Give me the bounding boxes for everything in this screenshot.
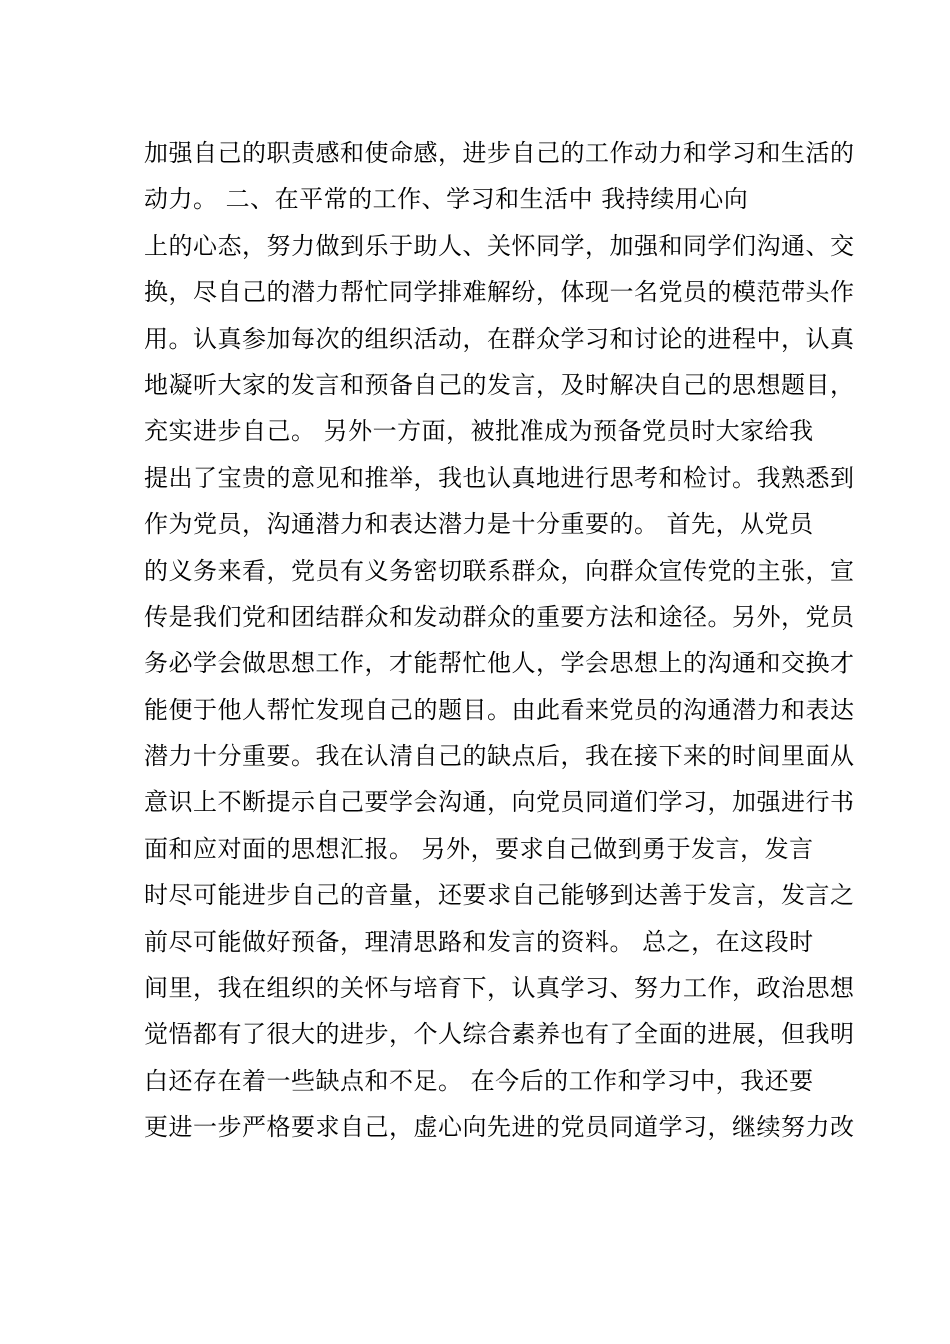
text-line: 觉悟都有了很大的进步，个人综合素养也有了全面的进展，但我明	[144, 1020, 855, 1049]
text-line: 的义务来看，党员有义务密切联系群众，向群众宣传党的主张，宣	[144, 556, 855, 585]
text-line: 能便于他人帮忙发现自己的题目。由此看来党员的沟通潜力和表达	[144, 695, 855, 724]
text-line: 动力。 二、在平常的工作、学习和生活中 我持续用心向	[144, 185, 749, 214]
text-line: 换，尽自己的潜力帮忙同学排难解纷，体现一名党员的模范带头作	[144, 278, 855, 307]
text-line: 意识上不断提示自己要学会沟通，向党员同道们学习，加强进行书	[144, 788, 855, 817]
text-line: 时尽可能进步自己的音量，还要求自己能够到达善于发言，发言之	[144, 881, 855, 910]
text-line: 上的心态，努力做到乐于助人、关怀同学，加强和同学们沟通、交	[144, 231, 855, 260]
text-line: 潜力十分重要。我在认清自己的缺点后，我在接下来的时间里面从	[144, 742, 855, 771]
text-line: 提出了宝贵的意见和推举，我也认真地进行思考和检讨。我熟悉到	[144, 463, 855, 492]
text-line: 充实进步自己。 另外一方面，被批准成为预备党员时大家给我	[144, 417, 814, 446]
text-line: 白还存在着一些缺点和不足。 在今后的工作和学习中，我还要	[144, 1066, 814, 1095]
text-line: 前尽可能做好预备，理清思路和发言的资料。 总之，在这段时	[144, 927, 814, 956]
text-line: 间里，我在组织的关怀与培育下，认真学习、努力工作，政治思想	[144, 974, 855, 1003]
text-line: 地凝听大家的发言和预备自己的发言，及时解决自己的思想题目，	[144, 370, 855, 399]
text-line: 更进一步严格要求自己，虚心向先进的党员同道学习，继续努力改	[144, 1113, 855, 1142]
text-line: 务必学会做思想工作，才能帮忙他人，学会思想上的沟通和交换才	[144, 649, 855, 678]
text-line: 面和应对面的思想汇报。 另外，要求自己做到勇于发言，发言	[144, 834, 814, 863]
text-line: 用。认真参加每次的组织活动，在群众学习和讨论的进程中，认真	[144, 324, 855, 353]
text-line: 作为党员，沟通潜力和表达潜力是十分重要的。 首先，从党员	[144, 510, 814, 539]
text-line: 加强自己的职责感和使命感，进步自己的工作动力和学习和生活的	[144, 139, 855, 167]
text-line: 传是我们党和团结群众和发动群众的重要方法和途径。另外，党员	[144, 602, 855, 631]
body-text	[144, 130, 855, 1151]
